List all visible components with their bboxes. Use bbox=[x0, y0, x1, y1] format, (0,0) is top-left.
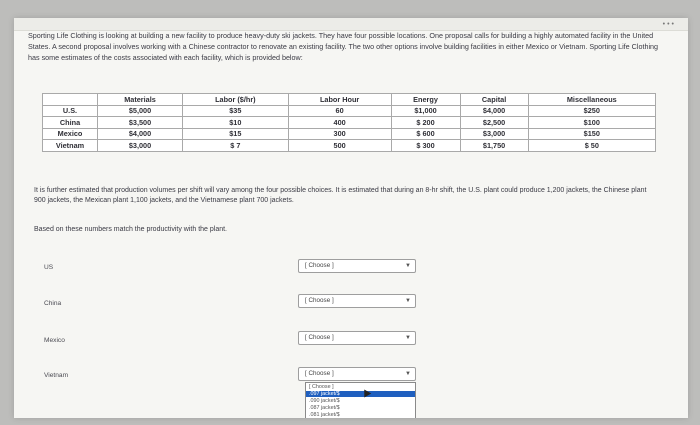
dropdown-option[interactable]: .087 jacket/$ bbox=[309, 405, 340, 411]
table-cell: $3,000 bbox=[460, 128, 528, 140]
table-cell: 500 bbox=[288, 140, 391, 152]
chevron-down-icon: ▼ bbox=[405, 335, 411, 341]
table-cell: $ 7 bbox=[183, 140, 289, 152]
table-header-cell: Energy bbox=[391, 94, 460, 106]
match-label-china: China bbox=[44, 300, 62, 307]
select-value: [ Choose ] bbox=[305, 297, 334, 304]
table-row-label: Mexico bbox=[43, 128, 98, 140]
cost-table bbox=[42, 93, 656, 152]
table-cell: 400 bbox=[288, 117, 391, 129]
table-row-label: Vietnam bbox=[43, 140, 98, 152]
table-row bbox=[43, 140, 656, 152]
table-row bbox=[43, 117, 656, 129]
select-value: [ Choose ] bbox=[305, 370, 334, 377]
table-cell: $ 200 bbox=[391, 117, 460, 129]
more-icon: ••• bbox=[662, 21, 676, 28]
table-header-cell: Labor Hour bbox=[288, 94, 391, 106]
instruction-text: Based on these numbers match the productivity with the plant. bbox=[34, 226, 227, 233]
table-cell: $150 bbox=[528, 128, 655, 140]
table-cell: $4,000 bbox=[98, 128, 183, 140]
table-cell: $100 bbox=[528, 117, 655, 129]
table-row bbox=[43, 105, 656, 117]
table-header-cell: Labor ($/hr) bbox=[183, 94, 289, 106]
table-header-cell: Materials bbox=[98, 94, 183, 106]
dropdown-option[interactable]: .081 jacket/$ bbox=[309, 412, 340, 418]
table-cell: $ 50 bbox=[528, 140, 655, 152]
table-cell: 300 bbox=[288, 128, 391, 140]
select-value: [ Choose ] bbox=[305, 334, 334, 341]
select-us[interactable] bbox=[298, 259, 416, 273]
table-cell: $2,500 bbox=[460, 117, 528, 129]
table-cell: $4,000 bbox=[460, 105, 528, 117]
table-cell: $5,000 bbox=[98, 105, 183, 117]
table-cell: $ 600 bbox=[391, 128, 460, 140]
table-cell: $ 300 bbox=[391, 140, 460, 152]
intro-paragraph: Sporting Life Clothing is looking at building a new facility to produce heavy-duty ski jackets. They have four possible locations. One proposal calls for building a highly automated facility in the United States. A second proposal involves working with a Chinese contractor to renovate an existing facility. The two other options involve building facilities in either Mexico or Vietnam. Sporting Life Clothing has some estimates of the costs associated with each facility, which is provided below: bbox=[28, 31, 659, 62]
table-cell: $35 bbox=[183, 105, 289, 117]
chevron-down-icon: ▼ bbox=[405, 263, 411, 269]
table-cell: $10 bbox=[183, 117, 289, 129]
match-label-us: US bbox=[44, 264, 54, 271]
table-row bbox=[43, 128, 656, 140]
chevron-down-icon: ▼ bbox=[405, 371, 411, 377]
select-vietnam[interactable] bbox=[298, 367, 416, 381]
match-label-mexico: Mexico bbox=[44, 337, 65, 344]
dropdown-option[interactable]: .090 jacket/$ bbox=[309, 398, 340, 404]
table-cell: $3,500 bbox=[98, 117, 183, 129]
table-row-label: U.S. bbox=[43, 105, 98, 117]
select-china[interactable] bbox=[298, 294, 416, 308]
table-cell: $1,750 bbox=[460, 140, 528, 152]
chevron-down-icon: ▼ bbox=[405, 298, 411, 304]
table-cell: $1,000 bbox=[391, 105, 460, 117]
select-value: [ Choose ] bbox=[305, 262, 334, 269]
production-paragraph: It is further estimated that production volumes per shift will vary among the four possible choices. It is estimated that during an 8-hr shift, the U.S. plant could produce 1,200 jackets, the Chinese plant 900 jackets, the Mexican plant 1,100 jackets, and the Vietnamese plant 700 jackets. bbox=[34, 187, 647, 204]
table-header-cell: Capital bbox=[460, 94, 528, 106]
table-cell: $15 bbox=[183, 128, 289, 140]
table-header-cell: Miscellaneous bbox=[528, 94, 655, 106]
table-cell: $3,000 bbox=[98, 140, 183, 152]
select-mexico[interactable] bbox=[298, 331, 416, 345]
table-cell: $250 bbox=[528, 105, 655, 117]
quiz-page bbox=[14, 18, 688, 418]
dropdown-option[interactable]: [ Choose ] bbox=[309, 384, 334, 390]
dropdown-list[interactable] bbox=[305, 382, 416, 418]
dropdown-option-highlighted[interactable]: .097 jacket/$ bbox=[306, 391, 415, 397]
match-label-vietnam: Vietnam bbox=[44, 372, 69, 379]
table-row-label: China bbox=[43, 117, 98, 129]
table-header-cell bbox=[43, 94, 98, 106]
table-cell: 60 bbox=[288, 105, 391, 117]
